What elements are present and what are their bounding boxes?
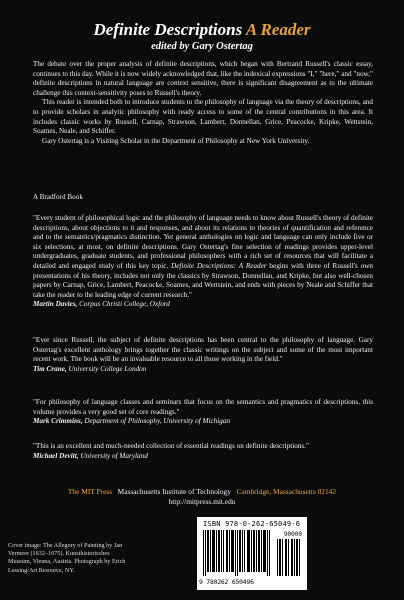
praise-quote: "Ever since Russell, the subject of definite descriptions has been central to the philosophy of language. Gary Ostertag's excellent anthology brings together the classic writings on the subject and some of the most important recent work. The book will be an invaluable resource to all those working in the field."	[33, 336, 373, 364]
cover-image-credit: Cover image: The Allegory of Painting by Jan Vermeer (1632–1675). Kunsthistorisches Museum, Vienna, Austria. Photograph by Erich Lessing/Art Resource, NY.	[8, 542, 126, 574]
barcode-digits: 9 780262 650496	[199, 578, 254, 586]
imprint-line	[33, 193, 373, 203]
praise-devitt	[33, 442, 373, 461]
publisher-city: Cambridge, Massachusetts 02142	[236, 487, 337, 496]
editor-credit: edited by Gary Ostertag	[151, 41, 253, 52]
publisher-info	[0, 487, 404, 507]
reviewer-name: Martin Davies,	[33, 300, 78, 309]
reviewer-affiliation: Department of Philosophy, University of Michigan	[84, 417, 231, 426]
reviewer-name: Michael Devitt,	[33, 451, 79, 460]
book-description	[33, 60, 373, 146]
praise-davies	[33, 214, 373, 310]
praise-quote: "This is an excellent and much-needed collection of essential readings on definite descriptions."	[33, 442, 309, 450]
barcode-bars-icon	[203, 530, 271, 576]
description-paragraph: This reader is intended both to introduce students to the philosophy of language via the theory of descriptions, and to provide scholars in analytic philosophy with ready access to some of the central contributions in this area. It includes classic works by Russell, Carnap, Strawson, Lambert, Donnellan, Grice, Peacocke, Kripke, Wettstein, Soames, Neale, and Schiffer.	[33, 98, 373, 136]
praise-attribution	[33, 365, 373, 375]
praise-quote	[33, 214, 373, 300]
author-bio: Gary Ostertag is a Visiting Scholar in the Department of Philosophy at New York University.	[42, 136, 310, 145]
publisher-name: The MIT Press	[67, 487, 113, 496]
reviewer-name: Tim Crane,	[33, 364, 67, 373]
isbn-number: ISBN 978-0-262-65049-6	[203, 520, 301, 528]
quote-book-title: Definite Descriptions: A Reader	[171, 261, 267, 270]
praise-quote: "For philosophy of language classes and seminars that focus on the semantics and pragmatics of descriptions, this volume provides a very good set of core readings."	[33, 398, 373, 416]
praise-attribution	[33, 300, 373, 310]
price-code: 90000	[283, 531, 302, 538]
reviewer-affiliation: Corpus Christi College, Oxford	[79, 300, 170, 309]
description-paragraph: The debate over the proper analysis of definite descriptions, which began with Bertrand Russell's classic essay, continues to this day. While it is now widely acknowledged that, like the indexical expressions "I," "here," and "now," definite descriptions in natural language are context sensitive, there is significant disagreement as to the ultimate challenge this context-sensitivity poses to Russell's theory.	[33, 60, 373, 97]
praise-crane	[33, 336, 373, 374]
publisher-line	[0, 487, 404, 497]
imprint: A Bradford Book	[33, 193, 83, 201]
quote-text: begins with three of Russell's own presentations of his theory, includes not only the classics by Strawson, Donnellan, and Kripke, but also well-chosen papers by Carnap, Grice, Lambert, Peacocke, Soames, and Wettstein, and ends with pieces by Neale and Schiffer that take the reader to the leading edge of current research."	[33, 261, 373, 299]
reviewer-name: Mark Crimmins,	[33, 417, 83, 426]
quote-text: "Every student of philosophical logic and the philosophy of language needs to know about Russell's theory of definite descriptions, about objections to it and responses, and about its relations to theories of quantification and reference and to the semantics/pragmatics distinction. Yet general anthologies on logic and language can only include five or six selections, at most, on definite descriptions. Gary Ostertag's fine selection of readings provides upper-level undergraduates, graduate students, and professional philosophers with a rich set of resources that will facilitate a detailed and engaged study of this key topic.	[33, 214, 373, 270]
reviewer-affiliation: University of Maryland	[80, 451, 148, 460]
publisher-institution: Massachusetts Institute of Technology	[117, 487, 231, 496]
publisher-url: http://mitpress.mit.edu	[168, 497, 236, 506]
praise-attribution	[33, 452, 373, 462]
book-title	[0, 20, 404, 40]
reviewer-affiliation: University College London	[68, 364, 147, 373]
praise-crimmins	[33, 398, 373, 427]
praise-attribution	[33, 417, 373, 427]
isbn-barcode	[197, 517, 307, 590]
price-barcode-bars-icon	[277, 539, 301, 576]
title-subtitle: A Reader	[245, 20, 311, 39]
title-main: Definite Descriptions	[93, 20, 243, 39]
